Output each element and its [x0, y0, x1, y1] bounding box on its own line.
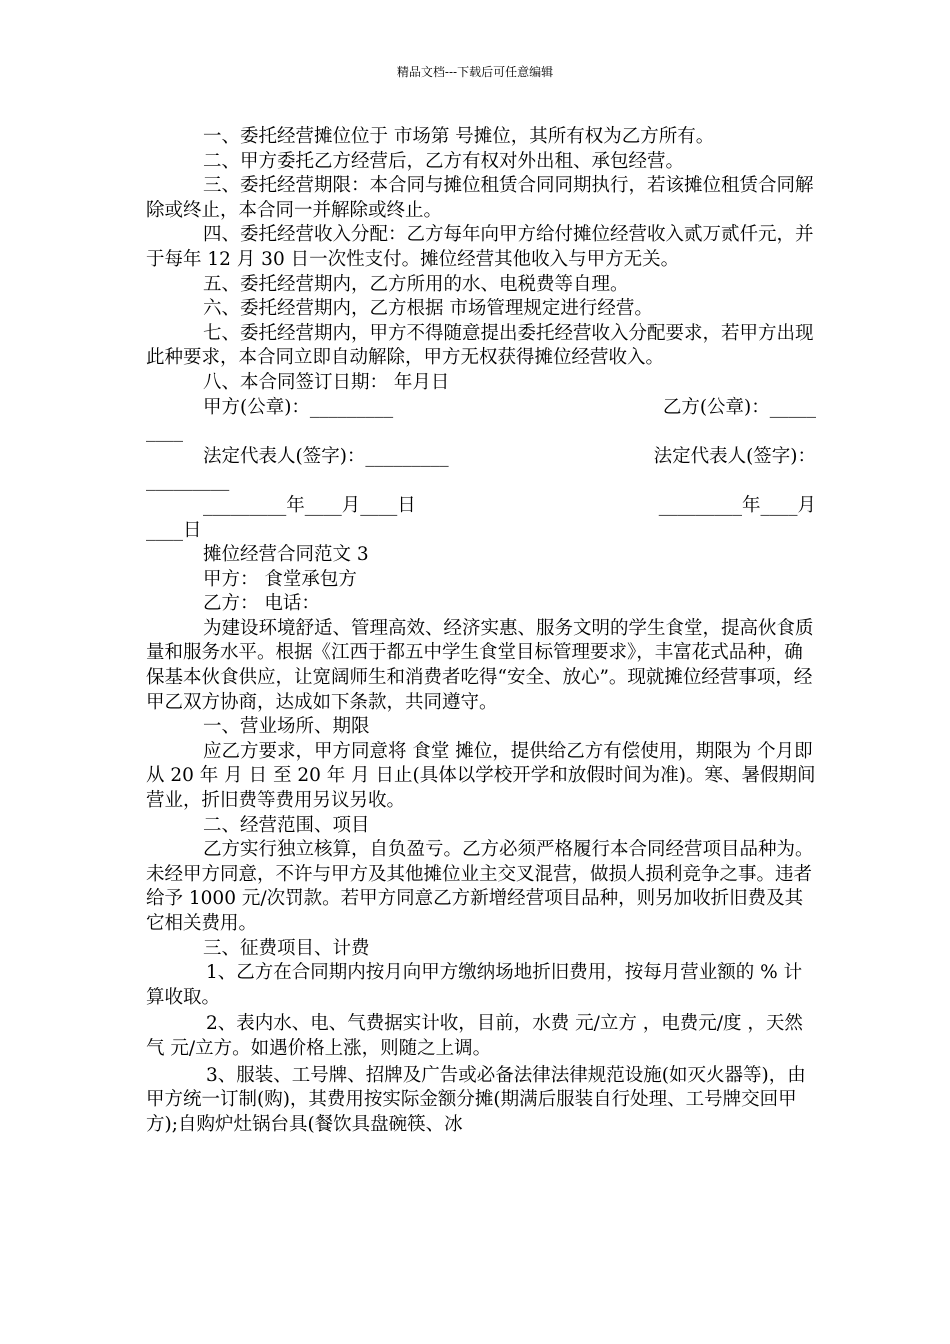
heading-business-scope: 二、经营范围、项目 [203, 814, 370, 836]
party-a-representative: 法定代表人(签字)：_________ [203, 445, 449, 467]
heading-premises-term: 一、营业场所、期限 [203, 716, 370, 738]
signature-row-date [146, 494, 816, 519]
clause-fee-1: 1、乙方在合同期内按月向甲方缴纳场地折旧费用，按每月营业额的 % 计算收取。 [146, 962, 803, 1008]
clause-2: 二、甲方委托乙方经营后，乙方有权对外出租、承包经营。 [203, 150, 685, 172]
clause-3: 三、委托经营期限：本合同与摊位租赁合同同期执行，若该摊位租赁合同解除或终止，本合同一并解除或终止。 [146, 175, 814, 221]
clause-7: 七、委托经营期内，甲方不得随意提出委托经营收入分配要求，若甲方出现此种要求，本合同立即自动解除，甲方无权获得摊位经营收入。 [146, 322, 814, 369]
document-body [146, 125, 816, 1137]
party-b-representative: 法定代表人(签字)： [653, 445, 816, 467]
section-intro: 为建设环境舒适、管理高效、经济实惠、服务文明的学生食堂，提高伙食质量和服务水平。根据《江西于都五中学生食堂目标管理要求》，丰富花式品种，确保基本伙食供应，让宽阔师生和消费者吃得“安全、放心”。现就摊位经营事项，经甲乙双方协商，达成如下条款，共同遵守。 [146, 617, 814, 713]
party-a-date: _________年____月____日 [203, 494, 416, 516]
clause-4: 四、委托经营收入分配：乙方每年向甲方给付摊位经营收入贰万贰仟元，并于每年 12 月 30 日一次性支付。摊位经营其他收入与甲方无关。 [146, 224, 814, 270]
clause-8: 八、本合同签订日期： 年月日 [203, 371, 450, 393]
party-b-date: _________年____月 [658, 494, 816, 516]
section-title: 摊位经营合同范文 3 [203, 544, 369, 566]
signature-row-rep [146, 445, 816, 470]
party-b-date-continued: ____日 [146, 519, 202, 541]
section-party-a: 甲方： 食堂承包方 [203, 568, 357, 590]
page-header: 精品文档---下载后可任意编辑 [396, 65, 554, 79]
clause-premises-term: 应乙方要求，甲方同意将 食堂 摊位，提供给乙方有偿使用，期限为 个月即从 20 年 月 日 至 20 年 月 日止(具体以学校开学和放假时间为准)。寒、暑假期间营业，折旧费等费用另议另收。 [146, 740, 816, 812]
party-b-seal: 乙方(公章)：_____ [662, 396, 816, 418]
clause-6: 六、委托经营期内，乙方根据 市场管理规定进行经营。 [203, 298, 653, 320]
heading-fees: 三、征费项目、计费 [203, 937, 370, 959]
clause-5: 五、委托经营期内，乙方所用的水、电税费等自理。 [203, 273, 629, 295]
party-a-seal: 甲方(公章)：_________ [203, 396, 394, 418]
clause-1: 一、委托经营摊位位于 市场第 号摊位，其所有权为乙方所有。 [203, 126, 715, 147]
party-b-seal-continued: ____ [146, 421, 183, 443]
signature-row-seal [146, 396, 816, 421]
party-b-representative-continued: _________ [146, 470, 230, 492]
clause-fee-3: 3、服装、工号牌、招牌及广告或必备法律法律规范设施(如灭火器等)，由甲方统一订制(购)，其费用按实际金额分摊(期满后服装自行处理、工号牌交回甲方);自购炉灶锅台具(餐饮具盘碗筷、冰 [146, 1064, 806, 1135]
clause-fee-2: 2、表内水、电、气费据实计收，目前，水费 元/立方 ，电费元/度 ，天然气 元/立方。如遇价格上涨，则随之上调。 [146, 1013, 803, 1059]
clause-business-scope: 乙方实行独立核算，自负盈亏。乙方必须严格履行本合同经营项目品种为。未经甲方同意，不许与甲方及其他摊位业主交叉混营，做损人损利竞争之事。违者给予 1000 元/次罚款。若甲方同意乙方新增经营项目品种，则另加收折旧费及其它相关费用。 [146, 839, 814, 934]
section-party-b: 乙方： 电话： [203, 593, 320, 615]
